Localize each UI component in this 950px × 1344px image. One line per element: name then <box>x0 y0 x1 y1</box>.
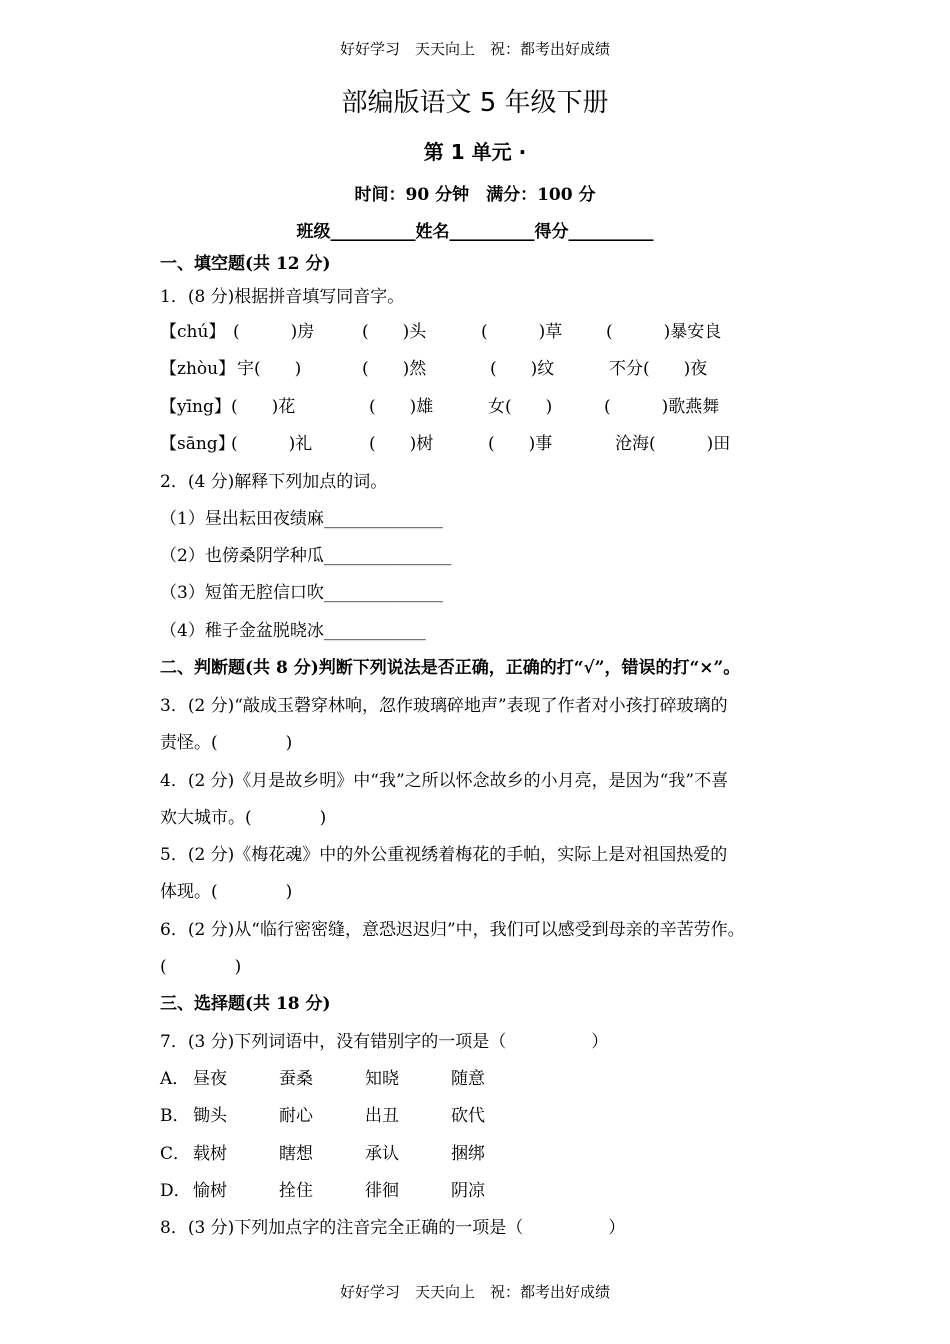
option-word: 愉树 <box>193 1181 227 1201</box>
question-5-answer[interactable]: 体现。( ) <box>160 882 293 902</box>
q1-blank[interactable]: 宇( ) <box>237 359 302 379</box>
q1-blank[interactable]: ( )树 <box>369 434 434 454</box>
question-6-answer[interactable]: ( ) <box>160 957 242 977</box>
section-multiple-choice: 三、选择题(共 18 分) <box>160 994 331 1014</box>
option-word: 耐心 <box>279 1106 313 1126</box>
question-4: 4．(2 分)《月是故乡明》中“我”之所以怀念故乡的小月亮，是因为“我”不喜 <box>160 771 729 791</box>
option-word: 知晓 <box>365 1069 399 1089</box>
q1-blank[interactable]: ( )事 <box>488 434 553 454</box>
section-true-false: 二、判断题(共 8 分)判断下列说法是否正确，正确的打“√”，错误的打“×”。 <box>160 658 741 678</box>
q1-pinyin: 【zhòu】 <box>160 359 236 379</box>
q1-blank[interactable]: ( )雄 <box>369 397 434 417</box>
q1-blank[interactable]: 沧海( )田 <box>615 434 731 454</box>
option-word: 出丑 <box>365 1106 399 1126</box>
option-label: B． <box>160 1106 190 1126</box>
q2-item[interactable]: （3）短笛无腔信口吹______________ <box>160 583 443 603</box>
option-word: 砍代 <box>451 1106 485 1126</box>
option-word: 昼夜 <box>193 1069 227 1089</box>
unit-title: 第 1 单元 · <box>423 140 527 164</box>
option-word: 拴住 <box>279 1181 313 1201</box>
q1-pinyin: 【yīng】 <box>160 397 231 417</box>
q1-blank[interactable]: ( )草 <box>481 322 563 342</box>
page-footer: 好好学习 天天向上 祝：都考出好成绩 <box>339 1283 610 1301</box>
option-label: C． <box>160 1144 191 1164</box>
q1-blank[interactable]: ( )然 <box>362 359 427 379</box>
question-3: 3．(2 分)“敲成玉磬穿林响，忽作玻璃碎地声”表现了作者对小孩打碎玻璃的 <box>160 696 728 716</box>
section-fill-in: 一、填空题(共 12 分) <box>160 254 331 274</box>
question-7: 7．(3 分)下列词语中，没有错别字的一项是（ ） <box>160 1032 609 1052</box>
q1-blank[interactable]: ( )歌燕舞 <box>604 397 720 417</box>
q2-item[interactable]: （4）稚子金盆脱晓冰____________ <box>160 621 426 641</box>
q2-item[interactable]: （1）昼出耘田夜绩麻______________ <box>160 509 443 529</box>
option-word: 随意 <box>451 1069 485 1089</box>
q1-blank[interactable]: ( )暴安良 <box>606 322 722 342</box>
question-6: 6．(2 分)从“临行密密缝，意恐迟迟归”中，我们可以感受到母亲的辛苦劳作。 <box>160 920 745 940</box>
q2-item[interactable]: （2）也傍桑阴学种瓜_______________ <box>160 546 452 566</box>
q1-blank[interactable]: ( )礼 <box>231 434 313 454</box>
q1-blank[interactable]: ( )纹 <box>490 359 555 379</box>
q1-pinyin: 【chú】 <box>160 322 226 342</box>
question-5: 5．(2 分)《梅花魂》中的外公重视绣着梅花的手帕，实际上是对祖国热爱的 <box>160 845 728 865</box>
option-word: 载树 <box>193 1144 227 1164</box>
option-word: 徘徊 <box>365 1181 399 1201</box>
page-header: 好好学习 天天向上 祝：都考出好成绩 <box>339 40 610 58</box>
option-label: D． <box>160 1181 191 1201</box>
q1-blank[interactable]: 不分( )夜 <box>609 359 708 379</box>
time-score-line: 时间：90 分钟 满分：100 分 <box>354 185 596 205</box>
option-word: 捆绑 <box>451 1144 485 1164</box>
option-word: 锄头 <box>193 1106 227 1126</box>
question-2: 2．(4 分)解释下列加点的词。 <box>160 472 388 492</box>
student-info-line: 班级__________姓名__________得分__________ <box>296 222 654 242</box>
q1-blank[interactable]: ( )花 <box>231 397 296 417</box>
option-word: 阴凉 <box>451 1181 485 1201</box>
option-word: 瞎想 <box>279 1144 313 1164</box>
q1-blank[interactable]: 女( ) <box>488 397 553 417</box>
question-4-answer[interactable]: 欢大城市。( ) <box>160 808 327 828</box>
option-label: A． <box>160 1069 190 1089</box>
page-title: 部编版语文 5 年级下册 <box>341 88 609 118</box>
q1-blank[interactable]: ( )头 <box>362 322 427 342</box>
option-word: 承认 <box>365 1144 399 1164</box>
q1-pinyin: 【sāng】 <box>160 434 235 454</box>
option-word: 蚕桑 <box>279 1069 313 1089</box>
question-8: 8．(3 分)下列加点字的注音完全正确的一项是（ ） <box>160 1218 626 1238</box>
q1-blank[interactable]: ( )房 <box>233 322 315 342</box>
question-3-answer[interactable]: 责怪。( ) <box>160 733 293 753</box>
question-1: 1．(8 分)根据拼音填写同音字。 <box>160 287 405 307</box>
